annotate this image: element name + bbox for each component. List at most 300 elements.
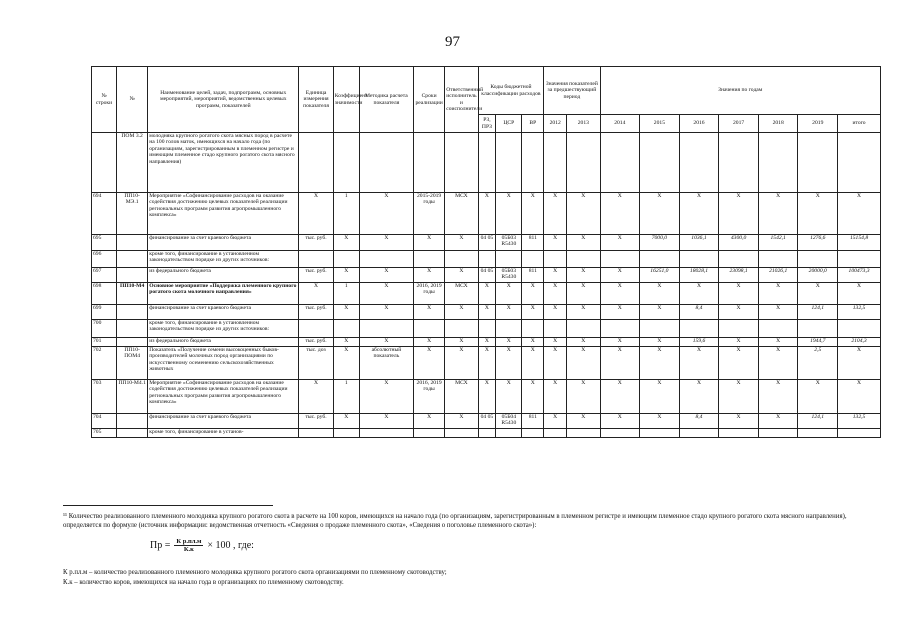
cell-name: Показатель «Получение семени высокоценных быков-производителей молочных пород организациями по искусственному осеменению сельскохозяйственных животных <box>148 347 299 380</box>
cell-resp: МСХ <box>445 380 478 414</box>
cell-vr: 811 <box>522 414 544 429</box>
cell-y2019 <box>798 429 838 438</box>
cell-vr: Х <box>522 305 544 320</box>
cell-y2018: Х <box>758 380 798 414</box>
cell-name: финансирование за счет краевого бюджета <box>148 305 299 320</box>
cell-y2016 <box>679 429 719 438</box>
cell-y2014 <box>600 320 640 338</box>
cell-y2018 <box>758 133 798 193</box>
cell-resp: МСХ <box>445 283 478 305</box>
cell-nr: 705 <box>92 429 117 438</box>
cell-coef: 1 <box>333 193 359 235</box>
cell-y2013 <box>567 320 600 338</box>
cell-method: Х <box>359 338 413 347</box>
cell-terms: Х <box>413 347 444 380</box>
cell-total <box>838 320 881 338</box>
cell-y2012 <box>544 320 567 338</box>
cell-y2015 <box>640 133 680 193</box>
cell-terms <box>413 429 444 438</box>
cell-resp: Х <box>445 414 478 429</box>
cell-nr <box>92 133 117 193</box>
cell-name: Основное мероприятие «Поддержка племенного крупного рогатого скота молочного направления» <box>148 283 299 305</box>
cell-name: финансирование за счет краевого бюджета <box>148 235 299 251</box>
table-row <box>92 268 881 283</box>
cell-y2018: Х <box>758 283 798 305</box>
cell-unit <box>299 251 333 268</box>
cell-y2013 <box>567 133 600 193</box>
cell-y2014: Х <box>600 380 640 414</box>
cell-unit: Х <box>299 193 333 235</box>
cell-y2015: 7000,0 <box>640 235 680 251</box>
cell-nr: 695 <box>92 235 117 251</box>
cell-coef <box>333 133 359 193</box>
cell-vr: Х <box>522 380 544 414</box>
header-responsible: Ответственный исполнитель и соисполнители <box>445 67 478 133</box>
header-2012: 2012 <box>544 115 567 133</box>
cell-y2018: 21026,1 <box>758 268 798 283</box>
cell-method <box>359 429 413 438</box>
cell-y2019: 1944,7 <box>798 338 838 347</box>
cell-total: 132,5 <box>838 414 881 429</box>
header-2017: 2017 <box>719 115 759 133</box>
formula-rhs: × 100 , где: <box>207 540 254 551</box>
cell-total: Х <box>838 347 881 380</box>
cell-y2014 <box>600 251 640 268</box>
cell-coef: Х <box>333 347 359 380</box>
cell-y2014: Х <box>600 193 640 235</box>
cell-terms <box>413 251 444 268</box>
header-total: итого <box>838 115 881 133</box>
cell-no <box>117 251 148 268</box>
formula-lhs: Пр = <box>150 540 171 551</box>
header-budget-codes: Коды бюджетной классификации расходов <box>478 67 544 115</box>
cell-y2017 <box>719 320 759 338</box>
cell-y2013: Х <box>567 347 600 380</box>
cell-y2019: 2,5 <box>798 347 838 380</box>
header-2013: 2013 <box>567 115 600 133</box>
cell-y2013: Х <box>567 268 600 283</box>
cell-y2018 <box>758 429 798 438</box>
header-method: Методика расчета показателя <box>359 67 413 133</box>
cell-name: финансирование за счет краевого бюджета <box>148 414 299 429</box>
cell-y2012 <box>544 133 567 193</box>
table-row <box>92 283 881 305</box>
table-header <box>92 67 881 133</box>
cell-y2019 <box>798 251 838 268</box>
cell-total <box>838 429 881 438</box>
cell-vr: 811 <box>522 268 544 283</box>
cell-y2018: Х <box>758 305 798 320</box>
cell-y2017: Х <box>719 380 759 414</box>
cell-resp: МСХ <box>445 193 478 235</box>
cell-y2013 <box>567 251 600 268</box>
cell-method: Х <box>359 380 413 414</box>
table-row <box>92 320 881 338</box>
cell-csr <box>496 251 522 268</box>
cell-no <box>117 414 148 429</box>
cell-y2018: Х <box>758 338 798 347</box>
cell-no <box>117 235 148 251</box>
cell-terms: 2016, 2019 годы <box>413 283 444 305</box>
cell-csr <box>496 429 522 438</box>
cell-y2014: Х <box>600 414 640 429</box>
cell-y2016: 159,6 <box>679 338 719 347</box>
cell-y2015: Х <box>640 414 680 429</box>
cell-y2016: 18028,1 <box>679 268 719 283</box>
cell-y2018: Х <box>758 193 798 235</box>
cell-y2017 <box>719 429 759 438</box>
cell-total: Х <box>838 380 881 414</box>
header-2018: 2018 <box>758 115 798 133</box>
cell-no: ПП10-М4 <box>117 283 148 305</box>
cell-method: Х <box>359 235 413 251</box>
header-row-number: № строки <box>92 67 117 133</box>
cell-name: из федерального бюджета <box>148 338 299 347</box>
cell-y2015 <box>640 320 680 338</box>
cell-unit: тыс. руб. <box>299 268 333 283</box>
page-number: 97 <box>445 34 460 50</box>
cell-unit: тыс. руб. <box>299 414 333 429</box>
cell-nr: 698 <box>92 283 117 305</box>
cell-name: кроме того, финансирование в установленном законодательством порядке из других источников: <box>148 320 299 338</box>
cell-y2016 <box>679 320 719 338</box>
cell-rz: Х <box>478 193 496 235</box>
cell-y2012: Х <box>544 283 567 305</box>
cell-coef <box>333 251 359 268</box>
cell-y2017: Х <box>719 283 759 305</box>
cell-coef <box>333 320 359 338</box>
cell-y2017: Х <box>719 305 759 320</box>
cell-y2013 <box>567 429 600 438</box>
cell-y2012 <box>544 429 567 438</box>
cell-resp <box>445 251 478 268</box>
cell-rz <box>478 251 496 268</box>
cell-terms: Х <box>413 268 444 283</box>
cell-total: Х <box>838 193 881 235</box>
cell-unit: тыс. руб. <box>299 338 333 347</box>
header-name: Наименование целей, задач, подпрограмм, основных мероприятий, мероприятий, ведомственных целевых программ, показателей <box>148 67 299 133</box>
cell-unit: тыс. руб. <box>299 305 333 320</box>
cell-method: Х <box>359 414 413 429</box>
cell-vr: Х <box>522 347 544 380</box>
cell-y2012: Х <box>544 193 567 235</box>
cell-resp: Х <box>445 268 478 283</box>
cell-name: Мероприятие «Софинансирование расходов на оказание содействия достижению целевых показателей реализации региональных программ развития агропромышленного комплекса» <box>148 380 299 414</box>
cell-method: абсолютный показатель <box>359 347 413 380</box>
cell-y2016: Х <box>679 283 719 305</box>
cell-nr: 694 <box>92 193 117 235</box>
table-row <box>92 347 881 380</box>
cell-y2014: Х <box>600 235 640 251</box>
cell-vr: 811 <box>522 235 544 251</box>
cell-unit <box>299 320 333 338</box>
table-body <box>92 133 881 438</box>
cell-y2015: Х <box>640 283 680 305</box>
cell-y2018: Х <box>758 347 798 380</box>
cell-csr: Х <box>496 380 522 414</box>
cell-rz: Х <box>478 347 496 380</box>
cell-unit: тыс. доз <box>299 347 333 380</box>
cell-y2012: Х <box>544 305 567 320</box>
header-previous-period: Значения показателей за предшествующий период <box>544 67 600 115</box>
cell-resp <box>445 133 478 193</box>
cell-csr: 05Б03 R5430 <box>496 268 522 283</box>
cell-unit <box>299 429 333 438</box>
cell-y2013: Х <box>567 283 600 305</box>
cell-method: Х <box>359 268 413 283</box>
cell-csr <box>496 133 522 193</box>
cell-y2015: Х <box>640 338 680 347</box>
cell-total <box>838 251 881 268</box>
cell-csr <box>496 320 522 338</box>
cell-nr: 701 <box>92 338 117 347</box>
table-row <box>92 235 881 251</box>
cell-y2014: Х <box>600 338 640 347</box>
cell-y2012: Х <box>544 338 567 347</box>
cell-csr: Х <box>496 347 522 380</box>
cell-csr: Х <box>496 193 522 235</box>
cell-terms: Х <box>413 235 444 251</box>
cell-y2018 <box>758 320 798 338</box>
cell-vr <box>522 251 544 268</box>
cell-terms: Х <box>413 338 444 347</box>
cell-y2017: Х <box>719 338 759 347</box>
cell-y2015: Х <box>640 305 680 320</box>
cell-rz: Х <box>478 283 496 305</box>
cell-y2014 <box>600 133 640 193</box>
header-unit: Единица измерения показателя <box>299 67 333 133</box>
cell-coef: Х <box>333 338 359 347</box>
cell-total: 132,5 <box>838 305 881 320</box>
cell-rz: 04 05 <box>478 235 496 251</box>
cell-no <box>117 320 148 338</box>
cell-method <box>359 133 413 193</box>
cell-y2014 <box>600 429 640 438</box>
header-terms: Сроки реализации <box>413 67 444 133</box>
cell-nr: 702 <box>92 347 117 380</box>
cell-y2014: Х <box>600 268 640 283</box>
footnote-divider <box>63 505 273 506</box>
table-row <box>92 429 881 438</box>
cell-method: Х <box>359 305 413 320</box>
cell-rz <box>478 133 496 193</box>
header-2016: 2016 <box>679 115 719 133</box>
cell-y2013: Х <box>567 235 600 251</box>
table-row <box>92 133 881 193</box>
formula-denominator: К.к <box>183 546 194 553</box>
cell-resp <box>445 320 478 338</box>
cell-total: 2104,3 <box>838 338 881 347</box>
cell-y2019: 124,1 <box>798 414 838 429</box>
cell-y2015: Х <box>640 380 680 414</box>
cell-y2016: 8,4 <box>679 305 719 320</box>
cell-total <box>838 133 881 193</box>
cell-terms <box>413 320 444 338</box>
cell-no <box>117 305 148 320</box>
cell-resp <box>445 429 478 438</box>
cell-y2018 <box>758 251 798 268</box>
cell-y2019 <box>798 320 838 338</box>
cell-y2019 <box>798 133 838 193</box>
cell-y2019: Х <box>798 193 838 235</box>
cell-y2014: Х <box>600 305 640 320</box>
cell-nr: 696 <box>92 251 117 268</box>
formula-fraction <box>174 538 203 553</box>
cell-rz <box>478 320 496 338</box>
cell-y2015: Х <box>640 347 680 380</box>
cell-csr: Х <box>496 283 522 305</box>
cell-y2016: Х <box>679 380 719 414</box>
cell-y2013: Х <box>567 380 600 414</box>
cell-y2015 <box>640 429 680 438</box>
cell-coef: Х <box>333 414 359 429</box>
cell-resp: Х <box>445 347 478 380</box>
cell-method <box>359 251 413 268</box>
cell-unit: Х <box>299 283 333 305</box>
cell-csr: Х <box>496 305 522 320</box>
cell-y2013: Х <box>567 305 600 320</box>
cell-coef: Х <box>333 305 359 320</box>
cell-y2012: Х <box>544 414 567 429</box>
cell-y2014: Х <box>600 283 640 305</box>
cell-rz: Х <box>478 305 496 320</box>
cell-y2013: Х <box>567 338 600 347</box>
cell-y2012: Х <box>544 380 567 414</box>
header-years: Значения по годам <box>600 67 881 115</box>
cell-no: ПП10-МЭ.1 <box>117 193 148 235</box>
cell-coef <box>333 429 359 438</box>
cell-y2016: 8,4 <box>679 414 719 429</box>
cell-no: ПП10-ПОМ4 <box>117 347 148 380</box>
cell-y2015: Х <box>640 193 680 235</box>
cell-rz: Х <box>478 338 496 347</box>
footnote-definition-2: К.к – количество коров, имеющихся на начало года в организациях по племенному скотоводству. <box>63 579 344 586</box>
table-row <box>92 305 881 320</box>
formula-numerator: К р.пл.м <box>176 538 202 545</box>
header-2019: 2019 <box>798 115 838 133</box>
cell-unit <box>299 133 333 193</box>
cell-no <box>117 268 148 283</box>
cell-rz <box>478 429 496 438</box>
cell-y2016 <box>679 133 719 193</box>
cell-coef: 1 <box>333 380 359 414</box>
cell-no: ПП10-М4.1 <box>117 380 148 414</box>
cell-no: ПОМ 3.2 <box>117 133 148 193</box>
cell-y2017 <box>719 133 759 193</box>
cell-method: Х <box>359 193 413 235</box>
cell-y2018: Х <box>758 414 798 429</box>
cell-y2014: Х <box>600 347 640 380</box>
cell-total: Х <box>838 283 881 305</box>
cell-vr: Х <box>522 283 544 305</box>
cell-resp: Х <box>445 235 478 251</box>
cell-y2012 <box>544 251 567 268</box>
cell-name: молодняка крупного рогатого скота мясных пород в расчете на 100 голов маток, имеющихся на начало года (по организациям, зарегистрированным в племенном регистре и имеющим племенное стадо крупного рогатого скота мясного направления) <box>148 133 299 193</box>
cell-csr: 05Б03 R5430 <box>496 235 522 251</box>
table-row <box>92 380 881 414</box>
cell-y2017 <box>719 251 759 268</box>
cell-nr: 700 <box>92 320 117 338</box>
cell-y2017: Х <box>719 193 759 235</box>
footnote-text: ¹¹ Количество реализованного племенного молодняка крупного рогатого скота в расчете на 100 коров, имеющихся на начало года (по организациям, зарегистрированным в племенном регистре и имеющим племенное стадо крупного рогатого скота мясного направления), определяется по формуле (источник информации: ведомственная отчетность «Сведения о продаже племенного скота», «Сведения о поголовье племенного скота»): <box>63 513 847 529</box>
cell-name: кроме того, финансирование в установ- <box>148 429 299 438</box>
header-rz: РЗ, ПРЗ <box>478 115 496 133</box>
cell-name: кроме того, финансирование в установленном законодательством порядке из других источников: <box>148 251 299 268</box>
cell-y2016 <box>679 251 719 268</box>
program-table <box>91 66 881 438</box>
cell-y2017: 23098,1 <box>719 268 759 283</box>
table-row <box>92 251 881 268</box>
cell-no <box>117 338 148 347</box>
cell-name: из федерального бюджета <box>148 268 299 283</box>
cell-y2013: Х <box>567 414 600 429</box>
cell-nr: 697 <box>92 268 117 283</box>
cell-y2016: Х <box>679 193 719 235</box>
cell-nr: 703 <box>92 380 117 414</box>
cell-vr <box>522 429 544 438</box>
cell-vr: Х <box>522 338 544 347</box>
cell-coef: Х <box>333 268 359 283</box>
cell-csr: Х <box>496 338 522 347</box>
cell-y2019: Х <box>798 380 838 414</box>
cell-y2012: Х <box>544 235 567 251</box>
header-vr: ВР <box>522 115 544 133</box>
cell-y2019: Х <box>798 283 838 305</box>
cell-method: Х <box>359 283 413 305</box>
formula <box>150 538 254 553</box>
header-2015: 2015 <box>640 115 680 133</box>
cell-terms: Х <box>413 305 444 320</box>
cell-rz: 04 05 <box>478 268 496 283</box>
cell-name: Мероприятие «Софинансирование расходов на оказание содействия достижению целевых показателей реализации региональных программ развития агропромышленного комплекса» <box>148 193 299 235</box>
cell-y2019: 1276,6 <box>798 235 838 251</box>
footnote-definition-1: К р.пл.м – количество реализованного племенного молодняка крупного рогатого скота организациями по племенному скотоводству; <box>63 569 447 576</box>
cell-terms <box>413 133 444 193</box>
cell-vr <box>522 320 544 338</box>
cell-y2015 <box>640 251 680 268</box>
cell-y2018: 1542,1 <box>758 235 798 251</box>
cell-terms: Х <box>413 414 444 429</box>
cell-vr: Х <box>522 193 544 235</box>
cell-y2017: Х <box>719 347 759 380</box>
table-row <box>92 414 881 429</box>
cell-unit: тыс. руб. <box>299 235 333 251</box>
cell-y2015: 16251,0 <box>640 268 680 283</box>
cell-y2017: 4300,0 <box>719 235 759 251</box>
cell-y2016: Х <box>679 347 719 380</box>
cell-nr: 704 <box>92 414 117 429</box>
cell-terms: 2016, 2019 годы <box>413 380 444 414</box>
cell-terms: 2015-2019 годы <box>413 193 444 235</box>
header-number: № <box>117 67 148 133</box>
cell-coef: Х <box>333 235 359 251</box>
cell-total: 100473,3 <box>838 268 881 283</box>
cell-y2012: Х <box>544 268 567 283</box>
table-row <box>92 193 881 235</box>
cell-resp: Х <box>445 305 478 320</box>
cell-y2019: 20000,0 <box>798 268 838 283</box>
cell-rz: Х <box>478 380 496 414</box>
cell-y2013: Х <box>567 193 600 235</box>
cell-coef: 1 <box>333 283 359 305</box>
cell-no <box>117 429 148 438</box>
header-coefficient: Коэффициент значимости <box>333 67 359 133</box>
cell-total: 15154,8 <box>838 235 881 251</box>
table-row <box>92 338 881 347</box>
cell-resp: Х <box>445 338 478 347</box>
cell-nr: 699 <box>92 305 117 320</box>
cell-rz: 04 05 <box>478 414 496 429</box>
